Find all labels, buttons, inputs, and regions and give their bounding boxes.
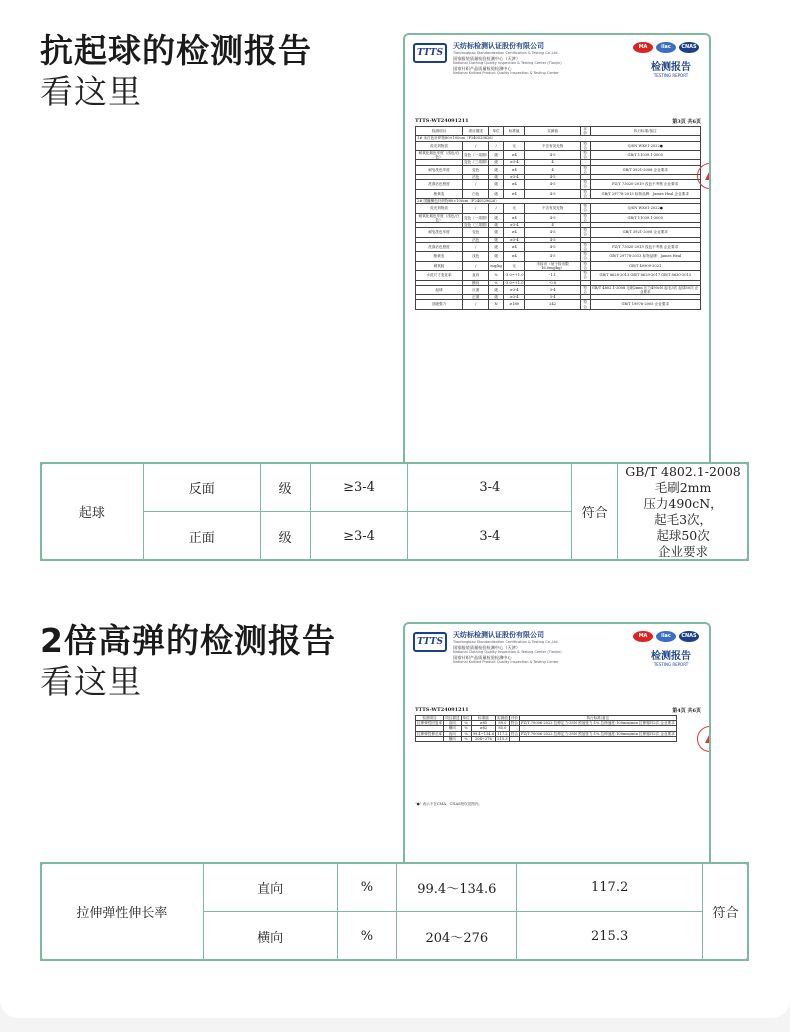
zoom-result: 符合 — [572, 463, 618, 561]
report-table-cell: 浅色 — [463, 252, 489, 261]
report-table-cell: -3.0~+1.0 — [503, 271, 525, 280]
zoom-item-label: 起球 — [41, 463, 144, 561]
report-table-cell: 4-5 — [525, 242, 580, 251]
report-table-cell: / — [489, 141, 503, 150]
section2-subtitle: 看这里 — [40, 662, 142, 702]
org-name-en: Tianfangbiao Standardization Certification & Testing Co.,Ltd. — [453, 51, 559, 55]
org-line3: 国家针织产品质量检验检测中心 — [453, 66, 512, 71]
report-table-cell: 未检出（低于检出限16.0mg/kg） — [525, 261, 580, 270]
report-table-cell: 实测值 — [525, 127, 580, 136]
report-table-cell: 符合 — [580, 285, 590, 294]
report-table-row — [416, 189, 701, 198]
report-table-cell — [509, 736, 519, 741]
report-table-cell: 荧光剂物质 — [416, 141, 463, 150]
report-table-cell: 检测项目 — [416, 716, 444, 721]
ttts-logo: TTTS — [413, 632, 447, 652]
report-table-cell: 3-4 — [525, 285, 580, 294]
report-table-cell: 符合 — [510, 731, 518, 736]
report-table-cell: GB/T 3921-2008 企业要求 — [590, 165, 700, 174]
report-table-cell: -0.8 — [525, 280, 580, 285]
report-table-cell: 项目描述 — [463, 127, 489, 136]
report-table-cell: % — [489, 271, 503, 280]
report-table-row — [416, 242, 701, 251]
report-table-cell: 242 — [525, 300, 580, 309]
org-name: 天纺标检测认证股份有限公司 — [453, 42, 544, 50]
report-table-cell: 2# 国巍横色针织物80×100cm（F240529626） — [416, 199, 701, 204]
report-table-cell: 符合 — [580, 252, 590, 261]
section1-headline — [40, 30, 312, 113]
org-line2: 国家服装质量检验检测中心（天津） — [453, 56, 521, 61]
report-table-cell: 耐皂洗色牢度 — [416, 165, 463, 174]
report-table-row — [416, 300, 701, 309]
report-table-cell: 符合 — [580, 204, 590, 213]
report-table-cell: 级 — [489, 295, 503, 300]
report-table-cell: 89.0 — [496, 721, 510, 726]
report-table-cell: 评价 — [580, 127, 590, 136]
report-table-cell: 白色 — [463, 189, 489, 198]
report-table-cell: 级 — [489, 242, 503, 251]
report-table-cell: 符合 — [580, 180, 590, 189]
report-table-cell: 变色 — [463, 228, 489, 237]
report-table-cell: 215.3 — [497, 736, 508, 741]
report-table-cell: 4-5 — [525, 151, 580, 160]
org-name: 天纺标检测认证股份有限公司 — [453, 631, 544, 639]
report-table-cell: GB/T 8628-2013 GB/T 8629-2017 GB/T 8630-2013 — [590, 271, 700, 280]
report-table-cell: 级 — [489, 285, 503, 294]
report-table-cell: 符合 — [580, 189, 590, 198]
report-table-cell — [416, 736, 444, 741]
report-table-cell: ≥4 — [503, 228, 525, 237]
report-table-cell: % — [461, 726, 471, 731]
report-table-cell: 耐氧化氮色牢度（浅色/白色） — [416, 151, 463, 160]
report-title-en: TESTING REPORT — [653, 662, 689, 667]
zoom-value: 3-4 — [408, 512, 572, 561]
report-table-cell: 硝氧胺 — [416, 261, 463, 270]
report-table-cell: 水洗尺寸变化率 — [416, 271, 463, 280]
report-table-cell: ≥3-4 — [503, 295, 525, 300]
report-table-cell: 横向 — [444, 726, 461, 731]
report-table-cell: 无 — [503, 261, 525, 270]
section2-title: 2倍高弹的检测报告 — [40, 621, 336, 660]
report-table-cell: 3-4 — [525, 295, 580, 300]
report-table-cell: 符合 — [580, 300, 590, 309]
report-page: 第3页 共6页 — [672, 119, 701, 125]
report-table-cell: 85.0 — [496, 726, 510, 731]
report-table-row — [416, 228, 701, 237]
report-table-row — [416, 165, 701, 174]
zoom-standard: 99.4～134.6 — [397, 863, 517, 912]
report-table-cell: 变色（三周期） — [464, 160, 490, 165]
report-table-cell: FZ/T 70006-2022 拉伸定力:35N 预加张力:1% 拉伸速度:100mm/min 拉伸循环2次 企业要求 — [521, 721, 675, 726]
report-table-cell: 4 — [525, 160, 580, 165]
report-table-cell: N — [489, 300, 503, 309]
cert-marks — [633, 42, 699, 53]
ilac-mark-icon: ilac — [656, 42, 676, 53]
report-table-cell: / — [489, 204, 503, 213]
report-table-cell: 符合 — [580, 151, 590, 160]
zoom-unit: % — [337, 863, 397, 912]
zoom-standard: 204～276 — [397, 912, 517, 961]
report-table-cell: 4 — [525, 165, 580, 174]
report-table-cell: / — [463, 300, 489, 309]
report-table-cell: 1# 米白色针织物80×100cm（F240529626） — [416, 136, 701, 141]
report-table-cell: 项目描述 — [445, 716, 460, 720]
report-table-cell: -1.1 — [525, 271, 580, 280]
report-table-cell: GB/T 11039.1-2005 — [590, 151, 700, 160]
report-table-cell: 标准值 — [471, 716, 495, 721]
report-table-cell: / — [463, 141, 489, 150]
report-table-cell: 4-5 — [525, 228, 580, 237]
report-table-cell: Q/SN WX01-2022● — [590, 204, 700, 213]
report-table-cell: 符合 — [580, 242, 590, 251]
zoom-desc: 反面 — [143, 463, 260, 512]
report-table-cell: ≥3-4 — [503, 237, 525, 242]
report-meta — [415, 118, 701, 125]
cnas-mark-icon: CNAS — [679, 42, 699, 53]
report-table-cell: 变色（一周期） — [463, 213, 489, 222]
report-table-cell: ≥4 — [503, 165, 525, 174]
report-table-cell: 执行标准/备注 — [590, 127, 700, 136]
report-table-cell: 符合 — [580, 165, 590, 174]
report-table-cell: / — [463, 261, 489, 270]
report-table-cell: 不含有荧光物 — [525, 141, 580, 150]
report-table-cell: 符合 — [510, 721, 518, 726]
report-table-cell: ≥82 — [471, 726, 495, 731]
report-table-row — [416, 204, 701, 213]
zoom-value: 3-4 — [408, 463, 572, 512]
section1-subtitle: 看这里 — [40, 72, 142, 112]
report-table-cell: / — [463, 180, 489, 189]
report-number: TTTS-WT24091211 — [415, 118, 469, 124]
report-table-cell: FZ/T 70006-2022 拉伸定力:35N 预加张力:1% 拉伸速度:100mm/min 拉伸循环2次 企业要求 — [521, 731, 675, 736]
report-table-cell: 耐皂洗色牢度 — [416, 228, 463, 237]
report-table-cell: 无 — [503, 204, 525, 213]
report-table-cell: 符合 — [580, 141, 590, 150]
report-table-cell: GB/T 4802.1-2008 毛刷2mm 压力490cN 起毛3次 起球50次 企业要求 — [590, 285, 700, 294]
zoom-standard: ≥3-4 — [310, 512, 408, 561]
report-table-row — [416, 127, 701, 136]
report-table-cell: Q/SN WX01-2022● — [590, 141, 700, 150]
report-table-cell: -3.0~+1.0 — [504, 280, 524, 285]
report-table-cell: 4-5 — [525, 252, 580, 261]
zoom-unit: 级 — [260, 512, 310, 561]
report-org — [453, 630, 593, 665]
report-table-cell: 级 — [489, 228, 503, 237]
report-table-cell: 符合 — [580, 228, 590, 237]
report-table-cell: GB/T 29778-2013 标物品牌：James Heal — [590, 252, 700, 261]
report-table-cell: 级 — [489, 175, 503, 180]
report-table-row — [416, 271, 701, 280]
report-table-cell: / — [463, 242, 489, 251]
report-table-cell: 99.4~134.6 — [472, 731, 495, 736]
report-table-cell: ≥180 — [503, 300, 525, 309]
report-meta — [415, 707, 701, 714]
report-page: 第4页 共6页 — [672, 708, 701, 714]
report-table-cell: ≥4 — [503, 180, 525, 189]
report-table-cell: 4-5 — [525, 237, 580, 242]
report-table-row — [416, 252, 701, 261]
cnas-mark-icon: CNAS — [679, 631, 699, 642]
report-table-cell: 直向 — [444, 731, 461, 736]
report-table-cell: 起球 — [416, 285, 463, 294]
report-table-cell: 4-5 — [525, 189, 580, 198]
report-table-cell: FZ/T 73020-2019 浅色不考核 企业要求 — [590, 242, 700, 251]
report-table-cell: 沾色 — [463, 175, 489, 180]
report-table-cell: % — [461, 736, 471, 741]
report-table-cell: 无 — [503, 141, 525, 150]
org-name-en: Tianfangbiao Standardization Certification & Testing Co.,Ltd. — [453, 640, 559, 644]
report-table-cell: 4-5 — [525, 213, 580, 222]
report-table-cell: 级 — [489, 151, 503, 160]
report-table-cell: 正面 — [463, 295, 489, 300]
report-table-cell: 级 — [489, 160, 503, 165]
report-table-cell: 变色（一周期） — [463, 151, 489, 160]
report-table-cell: 检测项目 — [416, 127, 463, 136]
report-table-cell: ≥4 — [503, 252, 525, 261]
report-table-cell: 拉伸弹性伸长率 — [417, 731, 443, 736]
report-table-cell: 拉伸弹性回复率 — [417, 721, 443, 726]
zoom-desc: 横向 — [203, 912, 337, 961]
report-table-cell: 117.2 — [497, 731, 508, 736]
report-table-cell: 符合 — [580, 261, 590, 270]
zoom-standard: ≥3-4 — [310, 463, 408, 512]
org-line2-en: National Clothing Quality Inspection & Testing Center (Tianjin) — [453, 650, 562, 654]
report-table-cell: ≥4 — [503, 151, 525, 160]
ma-mark-icon: MA — [633, 42, 653, 53]
report-table-cell: 洗涤沾色程度 — [416, 180, 463, 189]
org-line3-en: National Knitted Product Quality Inspection & Testing Center — [453, 71, 559, 75]
org-line3: 国家针织产品质量检验检测中心 — [453, 655, 512, 660]
report-table-cell: 符合 — [580, 213, 590, 222]
report-table-cell: ≥4 — [503, 213, 525, 222]
report-table-cell: 横向 — [444, 736, 461, 741]
report-table-row — [416, 141, 701, 150]
zoom-result: 符合 — [703, 863, 749, 961]
report-table-cell: mg/kg — [489, 261, 503, 270]
report-table-cell: % — [461, 721, 471, 726]
report-table-cell: % — [461, 731, 471, 736]
report-title-en: TESTING REPORT — [653, 73, 689, 78]
report-table-cell: 级 — [489, 180, 503, 189]
report-table-cell: GB/T 3921-2008 企业要求 — [590, 228, 700, 237]
zoom-table-pilling — [40, 462, 749, 561]
report-image-2 — [403, 622, 711, 862]
org-line3-en: National Knitted Product Quality Inspection & Testing Center — [453, 660, 559, 664]
report-table-cell: 单位 — [489, 127, 503, 136]
report-table-row — [416, 285, 701, 294]
report-table-cell: 级 — [489, 189, 503, 198]
report-title: 检测报告 TESTING REPORT — [651, 651, 691, 667]
report-table-cell: ≥3-4 — [503, 223, 525, 228]
report-table-row — [416, 731, 677, 736]
report-table-cell: 沾色 — [463, 237, 489, 242]
report-header — [405, 35, 709, 83]
report-image-1 — [403, 33, 711, 463]
report-table-cell: % — [489, 280, 503, 285]
report-table-cell: 直向 — [463, 271, 489, 280]
report-table-cell: 4-5 — [525, 180, 580, 189]
report-table-cell: ≥3-4 — [503, 160, 525, 165]
report-table-row — [416, 180, 701, 189]
report-table-cell: 级 — [489, 213, 503, 222]
report-table-cell: 洗涤沾色程度 — [416, 242, 463, 251]
zoom-standard-note: GB/T 4802.1-2008 毛刷2mm 压力490cN， 起毛3次， 起球50次 企业要求 — [618, 463, 749, 561]
cert-marks — [633, 631, 699, 642]
report-table-cell: 级 — [489, 237, 503, 242]
zoom-item-label: 拉伸弹性伸长率 — [41, 863, 204, 961]
report-table-cell: 级 — [489, 165, 503, 174]
zoom-unit: % — [337, 912, 397, 961]
section1-title: 抗起球的检测报告 — [40, 31, 312, 70]
report-table-cell: / — [463, 204, 489, 213]
zoom-value: 215.3 — [517, 912, 703, 961]
report-table-cell: ≥4 — [503, 189, 525, 198]
report-table-cell — [520, 736, 677, 741]
report-table-row — [416, 151, 701, 160]
report-table-cell: 直向 — [444, 721, 461, 726]
report-table-row — [416, 261, 701, 270]
report-table-row — [416, 213, 701, 222]
report-org — [453, 41, 593, 76]
org-line2-en: National Clothing Quality Inspection & Testing Center (Tianjin) — [453, 61, 562, 65]
report-table-cell: 单位 — [462, 716, 470, 720]
zoom-desc: 直向 — [203, 863, 337, 912]
report-table-cell: 实测值 — [497, 716, 508, 720]
report-footnote: "●" 表示不在CMA、CNAS授权范围内。 — [415, 802, 483, 806]
report-table-cell: GB/T 19976-2005 企业要求 — [590, 300, 700, 309]
section2-headline — [40, 620, 336, 703]
org-line2: 国家服装质量检验检测中心（天津） — [453, 645, 521, 650]
report-table-cell: GB/T 11039.1-2005 — [590, 213, 700, 222]
zoom-unit: 级 — [260, 463, 310, 512]
report-table — [415, 715, 677, 742]
report-header — [405, 624, 709, 672]
report-table-cell: ≥3-4 — [503, 175, 525, 180]
ttts-logo: TTTS — [413, 43, 447, 63]
report-table-cell: GB/T 40909-2021 — [590, 261, 700, 270]
report-table — [415, 126, 701, 310]
report-table-cell: 级 — [489, 252, 503, 261]
report-table-cell: 耐氧化氮色牢度（浅色/白色） — [416, 213, 463, 222]
red-seal-icon — [697, 726, 711, 752]
report-table-cell: 4-5 — [525, 175, 580, 180]
zoom-value: 117.2 — [517, 863, 703, 912]
report-table-cell: 酚黄变 — [416, 189, 463, 198]
report-table-cell: ≥3-4 — [503, 285, 525, 294]
report-table-cell: 标准值 — [503, 127, 525, 136]
report-title: 检测报告 TESTING REPORT — [651, 62, 691, 78]
report-table-cell: 执行标准/备注 — [520, 716, 677, 721]
report-table-cell: 变色（三周期） — [464, 223, 490, 228]
report-table-cell: 顶破强力 — [416, 300, 463, 309]
report-table-cell: 204~276 — [471, 736, 495, 741]
ma-mark-icon: MA — [633, 631, 653, 642]
report-table-cell: 横向 — [463, 280, 489, 285]
report-table-cell: 符合 — [580, 271, 590, 280]
report-table-cell: 4 — [525, 223, 580, 228]
report-table-cell: ≥85 — [471, 721, 495, 726]
report-table-cell: FZ/T 73020-2019 浅色不考核 企业要求 — [590, 180, 700, 189]
report-table-cell: GB/T 29778-2013 标物品牌：James Heal 企业要求 — [590, 189, 700, 198]
report-table-cell: 评价 — [510, 716, 518, 720]
report-table-cell: 级 — [489, 223, 503, 228]
report-table-cell: 酚黄变 — [416, 252, 463, 261]
report-table-cell: 不含有荧光物 — [525, 204, 580, 213]
report-table-cell: 反面 — [463, 285, 489, 294]
zoom-desc: 正面 — [143, 512, 260, 561]
zoom-table-elongation — [40, 862, 749, 961]
report-table-cell: 荧光剂物质 — [416, 204, 463, 213]
report-table-cell: 变色 — [463, 165, 489, 174]
ilac-mark-icon: ilac — [656, 631, 676, 642]
report-table-row — [416, 736, 677, 741]
report-number: TTTS-WT24091211 — [415, 707, 469, 713]
report-table-cell: ≥4 — [503, 242, 525, 251]
